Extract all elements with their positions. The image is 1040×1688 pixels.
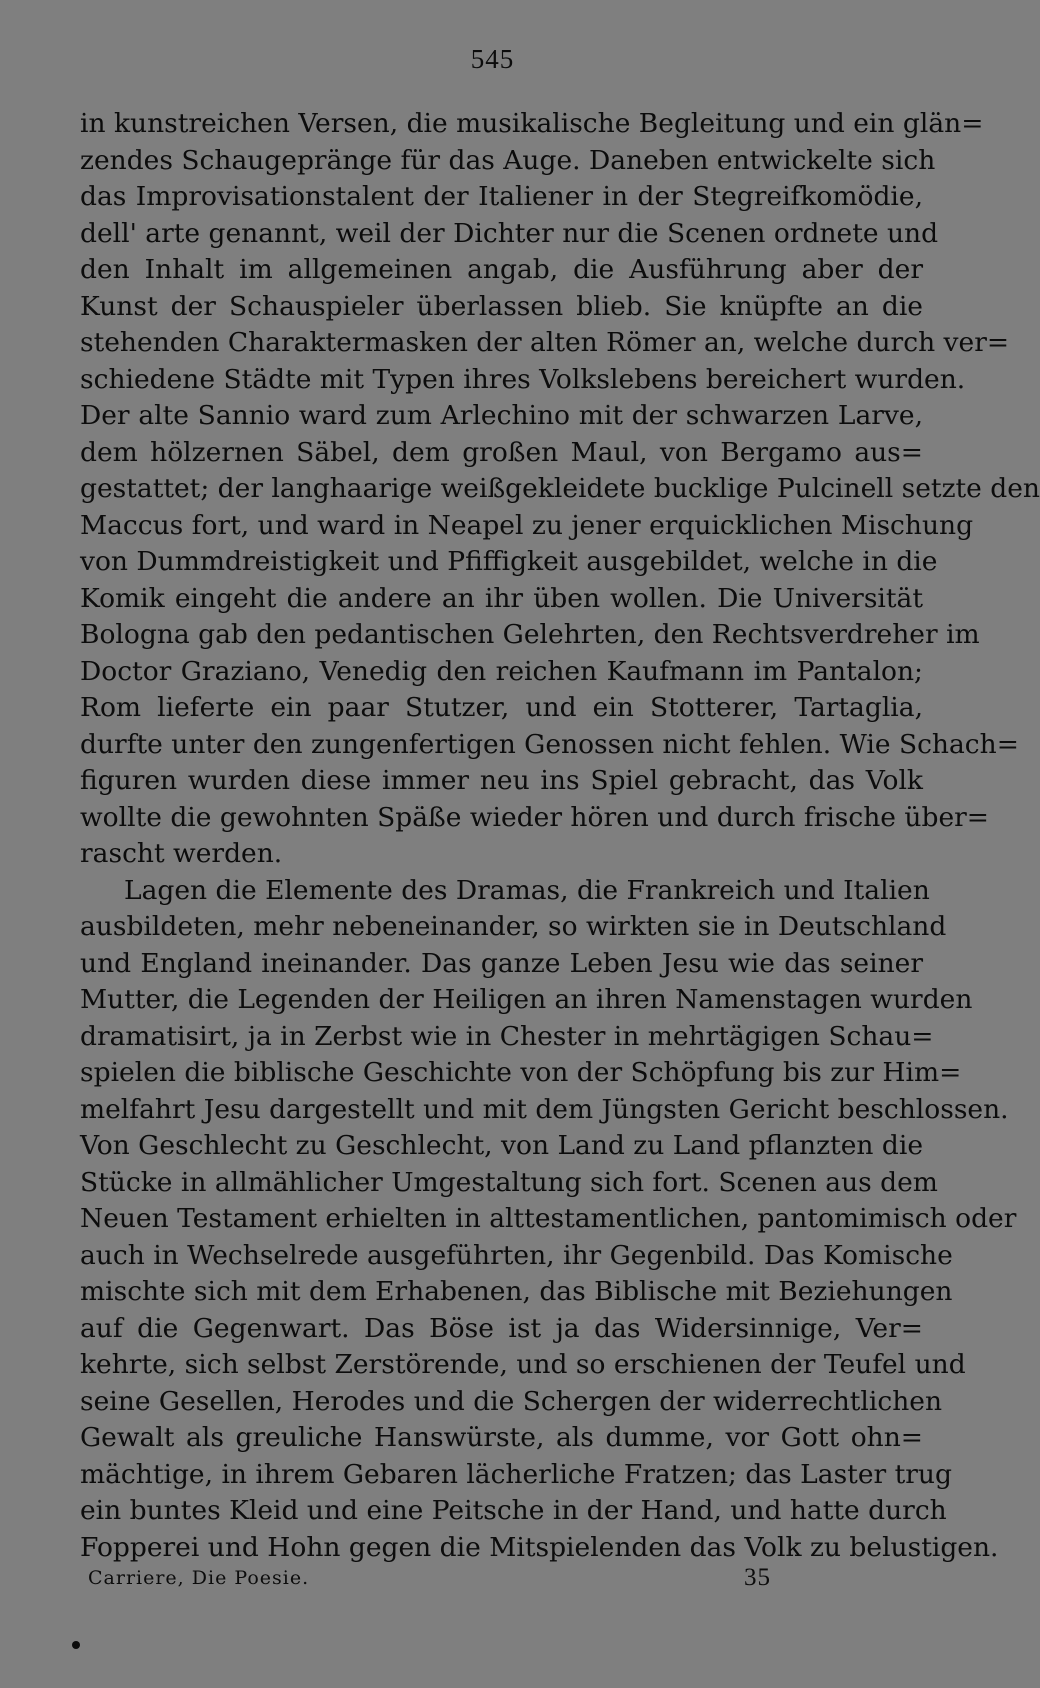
text-line: Mutter, die Legenden der Heiligen an ihren Namenstagen wurden <box>80 984 973 1015</box>
text-line: mischte sich mit dem Erhabenen, das Biblische mit Beziehungen <box>80 1276 953 1307</box>
text-line: ein buntes Kleid und eine Peitsche in der Hand, und hatte durch <box>80 1495 947 1526</box>
ink-speck <box>72 1641 80 1649</box>
text-line: Bologna gab den pedantischen Gelehrten, den Rechtsverdreher im <box>80 619 980 650</box>
text-line: durfte unter den zungenfertigen Genossen nicht fehlen. Wie Schach= <box>80 728 1019 760</box>
text-line: kehrte, sich selbst Zerstörende, und so erschienen der Teufel und <box>80 1349 966 1380</box>
text-line: Neuen Testament erhielten in alttestamentlichen, pantomimisch oder <box>80 1203 1017 1234</box>
text-line: Komik eingeht die andere an ihr üben wollen. Die Universität <box>80 582 923 614</box>
text-line: ausbildeten, mehr nebeneinander, so wirkten sie in Deutschland <box>80 911 947 942</box>
signature-mark: 35 <box>744 1564 771 1591</box>
running-footer-author: Carriere, Die Poesie. <box>88 1567 310 1589</box>
text-line: von Dummdreistigkeit und Pfiffigkeit ausgebildet, welche in die <box>80 546 938 577</box>
text-line: das Improvisationstalent der Italiener in der Stegreifkomödie, <box>80 181 923 212</box>
text-line: dramatisirt, ja in Zerbst wie in Chester in mehrtägigen Schau= <box>80 1020 934 1052</box>
text-line: und England ineinander. Das ganze Leben Jesu wie das seiner <box>80 947 923 979</box>
text-line: Stücke in allmählicher Umgestaltung sich fort. Scenen aus dem <box>80 1166 938 1198</box>
text-line: Maccus fort, und ward in Neapel zu jener erquicklichen Mischung <box>80 509 974 541</box>
text-line: gestattet; der langhaarige weißgekleidete bucklige Pulcinell setzte den <box>80 473 1040 504</box>
text-line: Der alte Sannio ward zum Arlechino mit der schwarzen Larve, <box>80 400 923 431</box>
text-line: den Inhalt im allgemeinen angab, die Ausführung aber der <box>80 254 923 285</box>
text-line: auf die Gegenwart. Das Böse ist ja das Widersinnige, Ver= <box>80 1312 923 1344</box>
text-line: seine Gesellen, Herodes und die Schergen der widerrechtlichen <box>80 1385 943 1417</box>
text-line: stehenden Charaktermasken der alten Römer an, welche durch ver= <box>80 327 1010 358</box>
text-line: auch in Wechselrede ausgeführten, ihr Gegenbild. Das Komische <box>80 1239 953 1271</box>
text-line: Doctor Graziano, Venedig den reichen Kaufmann im Pantalon; <box>80 655 923 687</box>
paragraph-end-line: rascht werden. <box>80 838 283 869</box>
text-line: wollte die gewohnten Späße wieder hören und durch frische über= <box>80 801 989 833</box>
text-line: Fopperei und Hohn gegen die Mitspielenden das Volk zu belustigen. <box>80 1531 999 1563</box>
paragraph-start-line: Lagen die Elemente des Dramas, die Frankreich und Italien <box>124 874 930 906</box>
text-line: melfahrt Jesu dargestellt und mit dem Jüngsten Gericht beschlossen. <box>80 1093 1009 1125</box>
text-line: Rom lieferte ein paar Stutzer, und ein Stotterer, Tartaglia, <box>80 692 923 723</box>
text-line: Gewalt als greuliche Hanswürste, als dumme, vor Gott ohn= <box>80 1422 923 1453</box>
page-number: 545 <box>470 44 515 74</box>
text-line: mächtige, in ihrem Gebaren lächerliche Fratzen; das Laster trug <box>80 1458 952 1490</box>
text-line: in kunstreichen Versen, die musikalische Begleitung und ein glän= <box>80 108 984 139</box>
text-line: dem hölzernen Säbel, dem großen Maul, von Bergamo aus= <box>80 436 923 468</box>
body-text <box>80 106 1040 1566</box>
text-line: zendes Schaugepränge für das Auge. Daneben entwickelte sich <box>80 144 936 176</box>
text-line: Von Geschlecht zu Geschlecht, von Land zu Land pflanzten die <box>80 1130 924 1161</box>
page-footer <box>88 1564 788 1597</box>
text-line: figuren wurden diese immer neu ins Spiel gebracht, das Volk <box>80 765 923 796</box>
text-line: dell' arte genannt, weil der Dichter nur die Scenen ordnete und <box>80 217 939 249</box>
text-line: spielen die biblische Geschichte von der Schöpfung bis zur Him= <box>80 1057 962 1088</box>
text-line: schiedene Städte mit Typen ihres Volkslebens bereichert wurden. <box>80 363 966 395</box>
text-line: Kunst der Schauspieler überlassen blieb. Sie knüpfte an die <box>80 290 923 322</box>
